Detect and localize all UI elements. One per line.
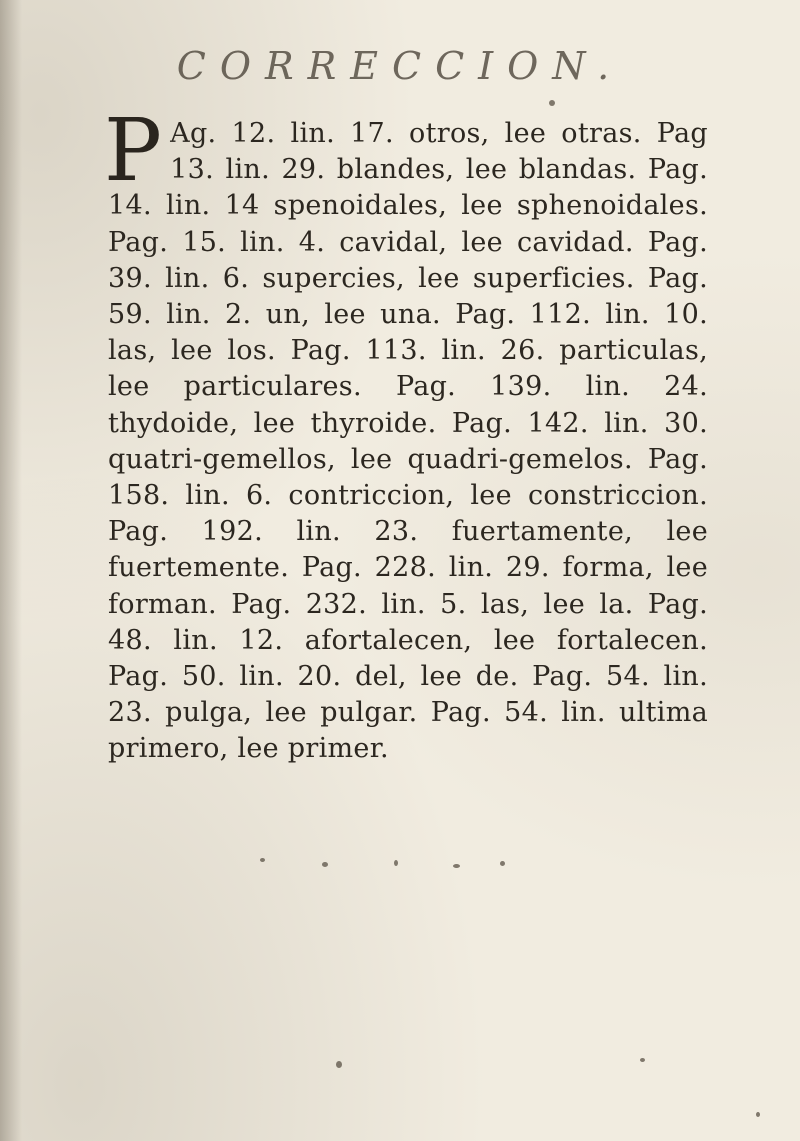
ink-speck (453, 864, 460, 868)
page-edge-shadow (0, 0, 22, 1141)
ink-speck (260, 858, 265, 862)
ink-speck (500, 861, 505, 866)
ink-speck (336, 1061, 342, 1068)
ink-speck (756, 1112, 760, 1117)
page-title: CORRECCION. (176, 44, 624, 88)
ink-speck (640, 1058, 645, 1062)
errata-text: Ag. 12. lin. 17. otros, lee otras. Pag 13. lin. 29. blandes, lee blandas. Pag. 14. lin. 14 spenoidales, lee sphenoidales. Pag. 15. lin. 4. cavidal, lee cavidad. Pag. 39. lin. 6. supercies, lee superficies. Pag. 59. lin. 2. un, lee una. Pag. 112. lin. 10. las, lee los. Pag. 113. lin. 26. particulas, lee particulares. Pag. 139. lin. 24. thydoide, lee thyroide. Pag. 142. lin. 30. quatri-gemellos, lee quadri-gemelos. Pag. 158. lin. 6. contriccion, lee constriccion. Pag. 192. lin. 23. fuertamente, lee fuertemente. Pag. 228. lin. 29. forma, lee forman. Pag. 232. lin. 5. las, lee la. Pag. 48. lin. 12. afortalecen, lee fortalecen. Pag. 50. lin. 20. del, lee de. Pag. 54. lin. 23. pulga, lee pulgar. Pag. 54. lin. ultima primero, lee primer. (108, 118, 708, 765)
ink-speck (549, 100, 555, 106)
ink-speck (394, 860, 398, 866)
ink-speck (322, 862, 328, 867)
errata-paragraph (104, 101, 708, 768)
drop-cap: P (104, 101, 163, 201)
